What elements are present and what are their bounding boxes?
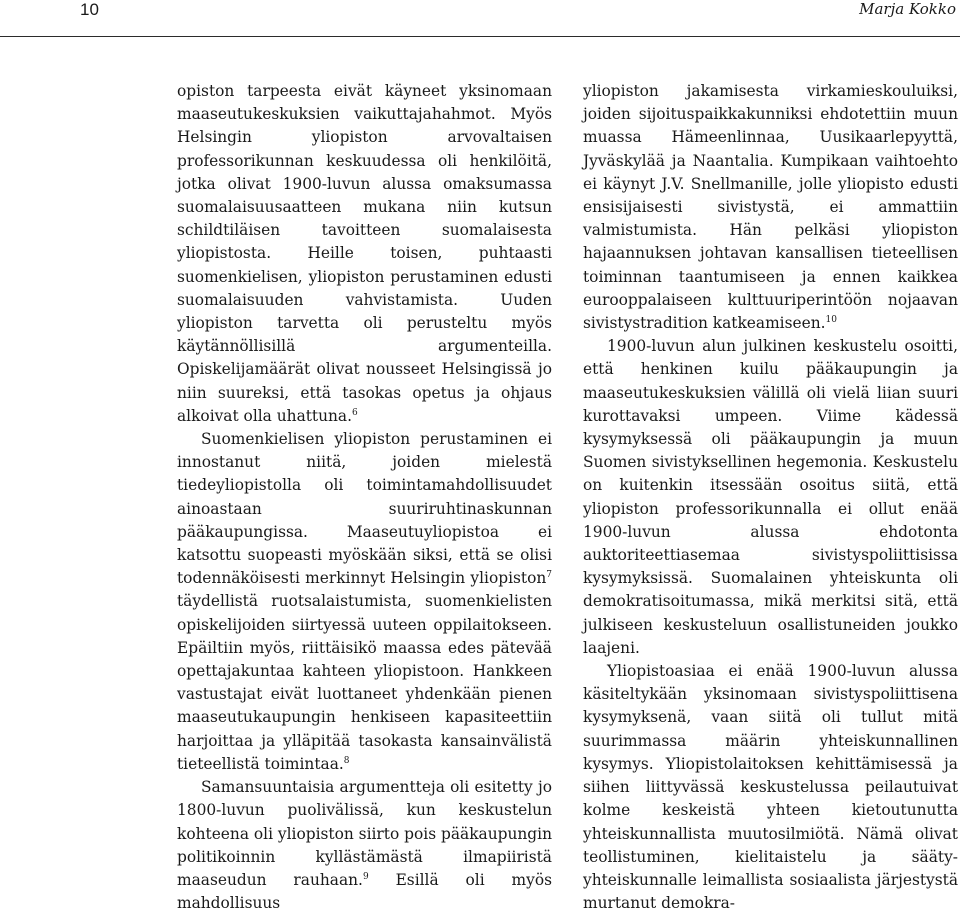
paragraph xyxy=(583,660,958,915)
running-header-author: Marja Kokko xyxy=(859,0,956,18)
left-column xyxy=(177,80,552,915)
paragraph xyxy=(177,428,552,776)
paragraph-text: Yliopistoasiaa ei enää 1900-luvun alussa käsiteltykään yksinomaan sivistyspoliittisena kysymyksenä, vaan siitä oli tullut mitä suurimmassa määrin yhteiskunnallinen kysymys. Yliopistolaitoksen kehittämisessä ja siihen liittyvässä keskustelussa peilautuivat kolme keskeistä yhteen kietoutunutta yhteiskunnallista muutosilmiötä. Nämä olivat teollistuminen, kielitaistelu ja sääty-yhteiskunnalle leimallista sosiaalista järjestystä murtanut demokra- xyxy=(583,662,958,913)
paragraph xyxy=(177,776,552,915)
paragraph-text: yliopiston jakamisesta virkamieskouluiksi, joiden sijoituspaikkakunniksi ehdotettiin muun muassa Hämeenlinnaa, Uusikaarlepyyttä, Jyväskylää ja Naantalia. Kumpikaan vaihtoehto ei käynyt J.V. Snellmanille, jolle yliopisto edusti ensisijaisesti sivistystä, ei ammattiin valmistumista. Hän pelkäsi yliopiston hajaannuksen johtavan kansallisen tieteellisen toiminnan taantumiseen ja ennen kaikkea eurooppalaiseen kulttuuriperintöön nojaavan sivistystradition katkeamiseen. xyxy=(583,82,958,333)
paragraph xyxy=(583,335,958,660)
footnote-reference[interactable]: 8 xyxy=(343,755,350,766)
paragraph-text: täydellistä ruotsalaistumista, suomenkielisten opiskelijoiden siirtyessä uuteen oppilaitokseen. Epäiltiin myös, riittäisikö maassa edes pätevää opettajakuntaa kahteen yliopistoon. Hankkeen vastustajat eivät luottaneet yhdenkään pienen maaseutukaupungin henkiseen kapasiteettiin harjoittaa ja ylläpitää tasokasta kansainvälistä tieteellistä toimintaa. xyxy=(177,592,552,773)
paragraph-text: 1900-luvun alun julkinen keskustelu osoitti, että henkinen kuilu pääkaupungin ja maaseutukeskuksien välillä oli vielä liian suuri kurottavaksi umpeen. Viime kädessä kysymyksessä oli pääkaupungin ja muun Suomen sivistyksellinen hegemonia. Keskustelu on kuitenkin itsessään osoitus siitä, että yliopiston professorikunnalla ei ollut enää 1900-luvun alussa ehdotonta auktoriteettiasemaa sivistyspoliittisissa kysymyksissä. Suomalainen yhteiskunta oli demokratisoitumassa, mikä merkitsi sitä, että julkiseen keskusteluun osallistuneiden joukko laajeni. xyxy=(583,337,958,657)
footnote-reference[interactable]: 10 xyxy=(825,315,837,326)
paragraph xyxy=(177,80,552,428)
paragraph-text: opiston tarpeesta eivät käyneet yksinomaan maaseutukeskuksien vaikuttajahahmot. Myös Helsingin yliopiston arvovaltaisen professorikunnan keskuudessa oli henkilöitä, jotka olivat 1900-luvun alussa omaksumassa suomalaisuusaatteen mukana niin kutsun schildtiläisen tavoitteen suomalaisesta yliopistosta. Heille toisen, puhtaasti suomenkielisen, yliopiston perustaminen edusti suomalaisuuden vahvistamista. Uuden yliopiston tarvetta oli perusteltu myös käytännöllisillä argumenteilla. Opiskelijamäärät olivat nousseet Helsingissä jo niin suureksi, että tasokas opetus ja ohjaus alkoivat olla uhattuna. xyxy=(177,82,552,425)
footnote-reference[interactable]: 7 xyxy=(546,570,552,581)
paragraph xyxy=(583,80,958,335)
paragraph-text: Suomenkielisen yliopiston perustaminen ei innostanut niitä, joiden mielestä tiedeyliopistolla oli toimintamahdollisuudet ainoastaan suuriruhtinaskunnan pääkaupungissa. Maaseutuyliopistoa ei katsottu suopeasti myöskään siksi, että se olisi todennäköisesti merkinnyt Helsingin yliopiston xyxy=(177,430,552,588)
footnote-reference[interactable]: 9 xyxy=(362,871,369,882)
paragraph-text: Samansuuntaisia argumentteja oli esitetty jo 1800-luvun puolivälissä, kun keskustelun kohteena oli yliopiston siirto pois pääkaupungin politikoinnin kyllästämästä ilmapiiristä maaseudun rauhaan. xyxy=(177,778,552,889)
paragraph-text: Esillä oli myös mahdollisuus xyxy=(177,870,552,913)
right-column xyxy=(583,80,958,915)
page-number: 10 xyxy=(80,0,99,19)
page-header xyxy=(0,0,960,37)
footnote-reference[interactable]: 6 xyxy=(352,407,358,418)
